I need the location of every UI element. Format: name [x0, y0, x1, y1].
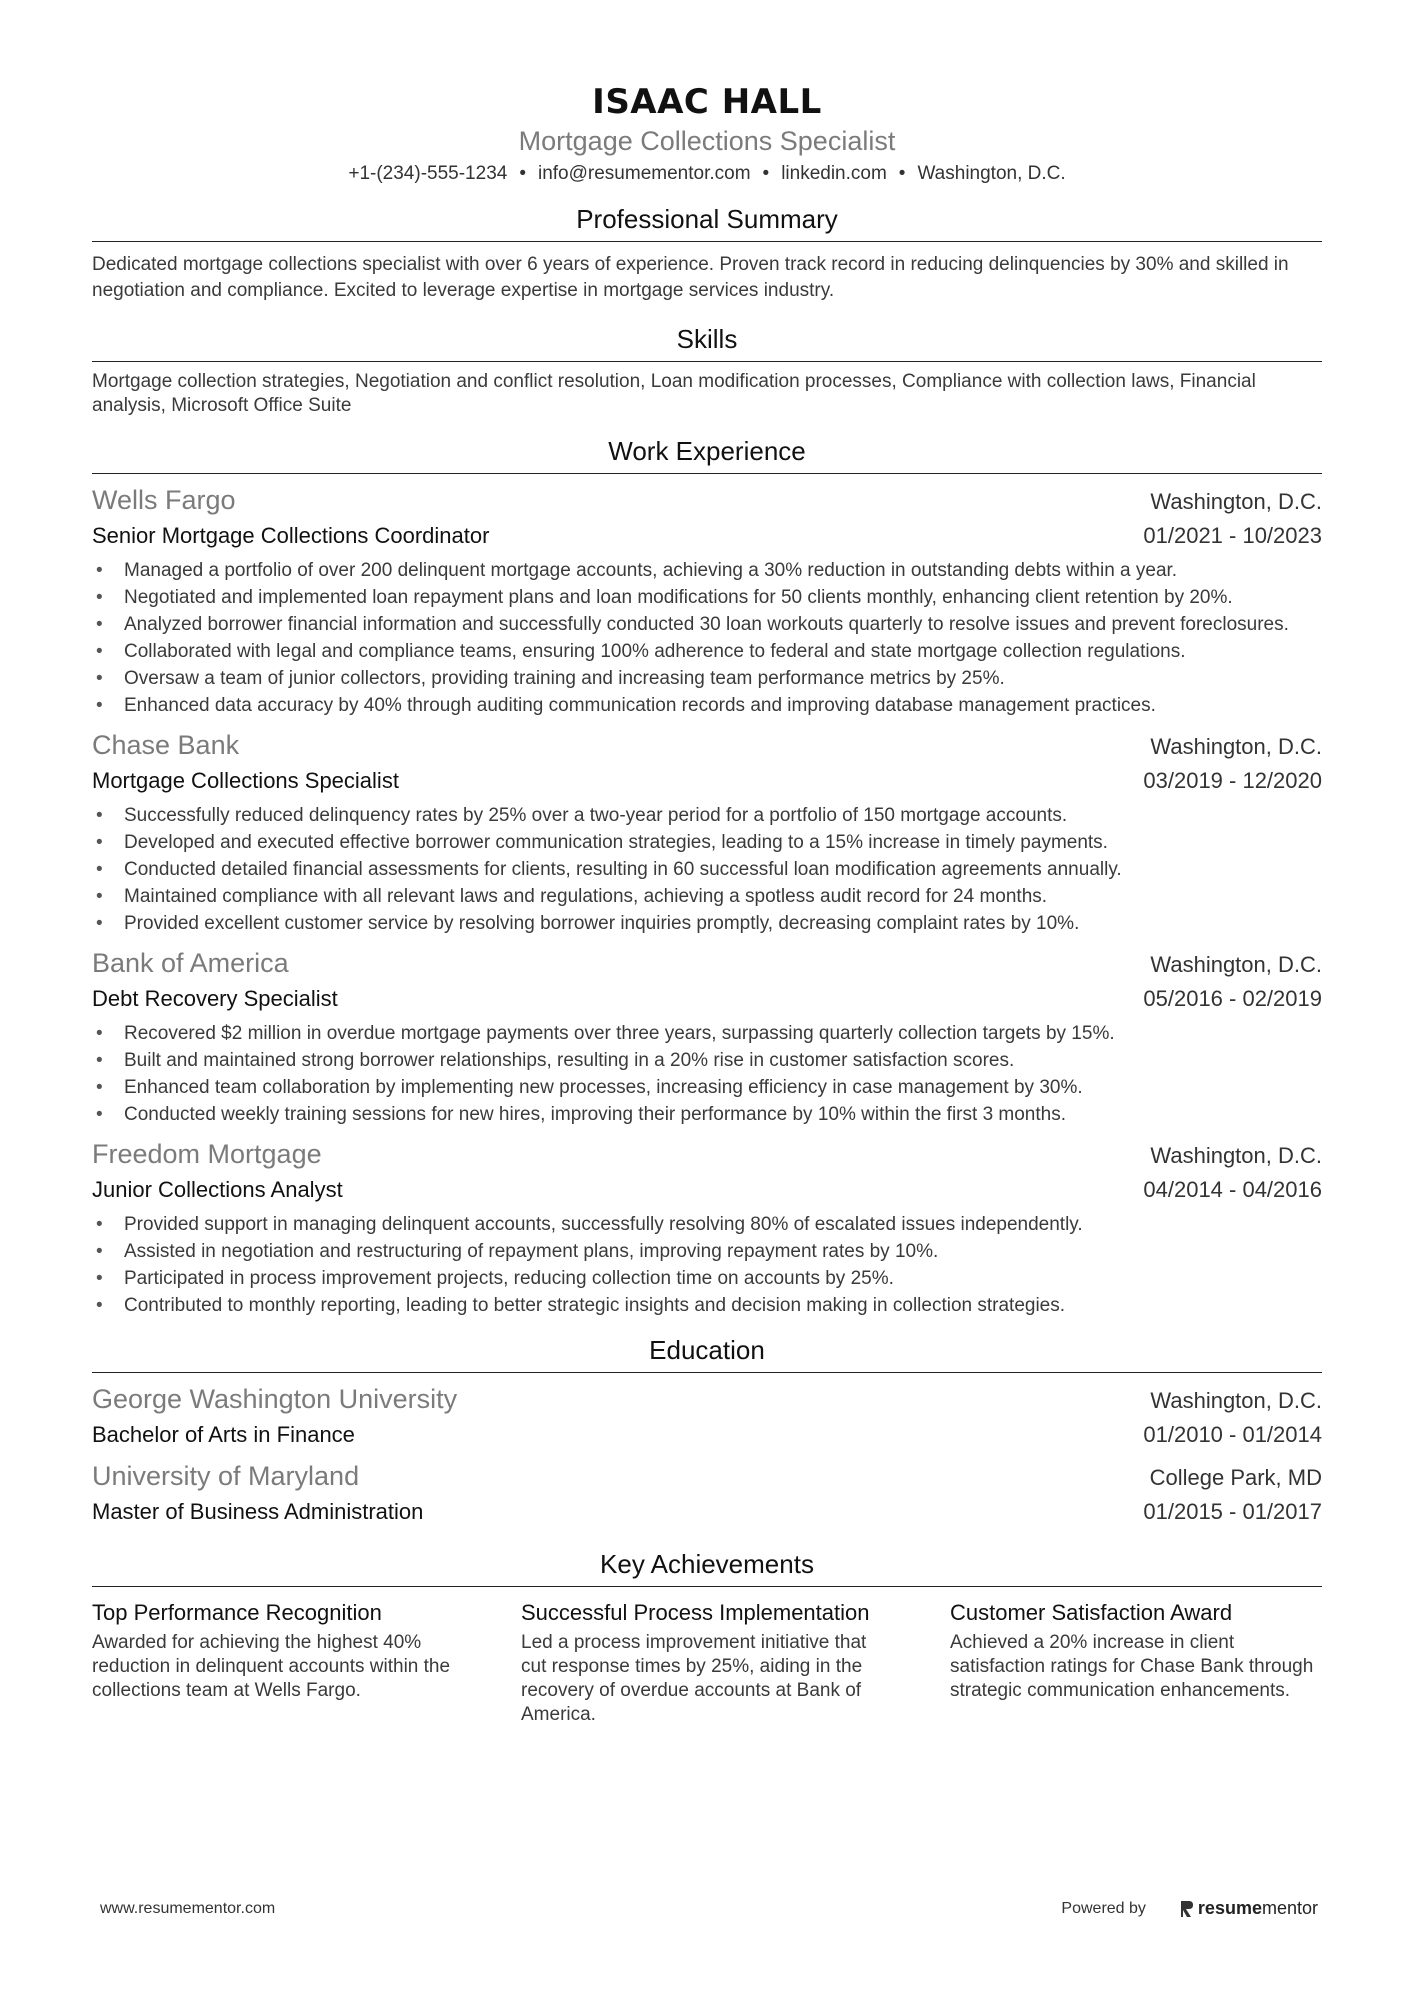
job-location: Washington, D.C.	[1150, 489, 1322, 514]
education-degree-row	[92, 1418, 1322, 1452]
contact-location: Washington, D.C.	[917, 163, 1066, 184]
contact-email: info@resumementor.com	[537, 163, 751, 184]
achievement-card	[950, 1597, 1322, 1727]
job-bullet: • Analyzed borrower financial information and successfully conducted 30 loan workouts quarterly to resolve issues and prevent foreclosures.	[92, 611, 1322, 638]
education-header-row	[92, 1458, 1322, 1495]
job-bullets	[92, 1211, 1322, 1319]
achievement-title: Customer Satisfaction Award	[950, 1600, 1233, 1625]
job-role-row	[92, 519, 1322, 553]
contact-line	[92, 160, 1322, 188]
job-bullets	[92, 557, 1322, 719]
achievement-description: Led a process improvement initiative that cut response times by 25%, aiding in the recovery of overdue accounts at Bank of America.	[521, 1632, 867, 1725]
education-dates: 01/2010 - 01/2014	[1143, 1422, 1322, 1447]
bullet-separator: •	[762, 163, 770, 184]
job-bullet: • Conducted detailed financial assessments for clients, resulting in 60 successful loan modification agreements annually.	[92, 856, 1322, 883]
brand-logo	[1178, 1898, 1318, 1919]
job-bullet: • Negotiated and implemented loan repayment plans and loan modifications for 50 clients monthly, enhancing client retention by 20%.	[92, 584, 1322, 611]
contact-linkedin: linkedin.com	[781, 163, 887, 184]
education-list	[92, 1381, 1322, 1529]
job-location: Washington, D.C.	[1150, 734, 1322, 759]
resume-header	[92, 78, 1322, 188]
experience-section	[92, 434, 1322, 1319]
education-entry	[92, 1458, 1322, 1529]
education-entry	[92, 1381, 1322, 1452]
school-location: College Park, MD	[1149, 1465, 1322, 1490]
job-bullets	[92, 1020, 1322, 1128]
job-bullet: • Collaborated with legal and compliance teams, ensuring 100% adherence to federal and state mortgage collection regulations.	[92, 638, 1322, 665]
job-location: Washington, D.C.	[1150, 1143, 1322, 1168]
brand-name-bold: resume	[1197, 1898, 1262, 1918]
skills-section	[92, 322, 1322, 418]
company-name: Bank of America	[92, 948, 289, 978]
job-bullet: • Enhanced data accuracy by 40% through auditing communication records and improving database management practices.	[92, 692, 1322, 719]
job-bullet: • Assisted in negotiation and restructuring of repayment plans, improving repayment rates by 10%.	[92, 1238, 1322, 1265]
section-heading: Professional Summary	[92, 202, 1322, 242]
job-bullet: • Conducted weekly training sessions for new hires, improving their performance by 10% within the first 3 months.	[92, 1101, 1322, 1128]
brand-name-light: mentor	[1261, 1898, 1318, 1918]
job-header-row	[92, 727, 1322, 764]
degree-name: Master of Business Administration	[92, 1499, 424, 1524]
job-bullets	[92, 802, 1322, 937]
job-role-row	[92, 1173, 1322, 1207]
job-bullet: • Successfully reduced delinquency rates by 25% over a two-year period for a portfolio of 150 mortgage accounts.	[92, 802, 1322, 829]
job-location: Washington, D.C.	[1150, 952, 1322, 977]
education-header-row	[92, 1381, 1322, 1418]
job-role-row	[92, 764, 1322, 798]
summary-section	[92, 202, 1322, 304]
job-dates: 05/2016 - 02/2019	[1143, 986, 1322, 1011]
job-title: Junior Collections Analyst	[92, 1177, 343, 1202]
education-dates: 01/2015 - 01/2017	[1143, 1499, 1322, 1524]
page-footer	[100, 1898, 1318, 1919]
job-bullet: • Provided excellent customer service by resolving borrower inquiries promptly, decreasing complaint rates by 10%.	[92, 910, 1322, 937]
section-heading: Work Experience	[92, 434, 1322, 474]
job-dates: 04/2014 - 04/2016	[1143, 1177, 1322, 1202]
job-list	[92, 482, 1322, 1319]
bullet-separator: •	[519, 163, 526, 184]
achievement-title: Top Performance Recognition	[92, 1600, 382, 1625]
job-entry	[92, 1136, 1322, 1319]
footer-url[interactable]: www.resumementor.com	[100, 1899, 276, 1917]
powered-by	[1061, 1898, 1318, 1919]
job-bullet: • Participated in process improvement projects, reducing collection time on accounts by 25%.	[92, 1265, 1322, 1292]
section-heading: Skills	[92, 322, 1322, 362]
education-section	[92, 1333, 1322, 1529]
job-entry	[92, 482, 1322, 719]
job-bullet: • Provided support in managing delinquent accounts, successfully resolving 80% of escalated issues independently.	[92, 1211, 1322, 1238]
degree-name: Bachelor of Arts in Finance	[92, 1422, 355, 1447]
education-degree-row	[92, 1495, 1322, 1529]
job-entry	[92, 945, 1322, 1128]
school-location: Washington, D.C.	[1150, 1388, 1322, 1413]
job-header-row	[92, 1136, 1322, 1173]
company-name: Wells Fargo	[92, 485, 236, 515]
job-bullet: • Enhanced team collaboration by implementing new processes, increasing efficiency in case management by 30%.	[92, 1074, 1322, 1101]
school-name: George Washington University	[92, 1384, 458, 1414]
achievement-grid	[92, 1597, 1322, 1727]
job-bullet: • Developed and executed effective borrower communication strategies, leading to a 15% increase in timely payments.	[92, 829, 1322, 856]
section-heading: Key Achievements	[92, 1547, 1322, 1587]
achievement-card	[92, 1597, 464, 1727]
job-title: Senior Mortgage Collections Coordinator	[92, 523, 490, 548]
brand-logo-icon	[1178, 1899, 1194, 1919]
job-title: Debt Recovery Specialist	[92, 986, 338, 1011]
job-bullet: • Built and maintained strong borrower relationships, resulting in a 20% rise in customer satisfaction scores.	[92, 1047, 1322, 1074]
achievement-title: Successful Process Implementation	[521, 1600, 870, 1625]
job-bullet: • Contributed to monthly reporting, leading to better strategic insights and decision making in collection strategies.	[92, 1292, 1322, 1319]
resume-content	[92, 78, 1322, 1727]
achievement-description: Awarded for achieving the highest 40% reduction in delinquent accounts within the collections team at Wells Fargo.	[92, 1632, 451, 1701]
job-bullet: • Maintained compliance with all relevant laws and regulations, achieving a spotless audit record for 24 months.	[92, 883, 1322, 910]
achievements-section	[92, 1547, 1322, 1727]
school-name: University of Maryland	[92, 1461, 360, 1491]
bullet-separator: •	[898, 163, 906, 184]
job-header-row	[92, 945, 1322, 982]
job-entry	[92, 727, 1322, 937]
achievement-card	[521, 1597, 893, 1727]
job-dates: 03/2019 - 12/2020	[1143, 768, 1322, 793]
job-bullet: • Oversaw a team of junior collectors, providing training and increasing team performance metrics by 25%.	[92, 665, 1322, 692]
powered-by-label: Powered by	[1061, 1899, 1146, 1917]
company-name: Chase Bank	[92, 730, 240, 760]
skills-text: Mortgage collection strategies, Negotiation and conflict resolution, Loan modification processes, Compliance with collection laws, Financial analysis, Microsoft Office Suite	[92, 371, 1256, 416]
section-heading: Education	[92, 1333, 1322, 1373]
job-bullet: • Managed a portfolio of over 200 delinquent mortgage accounts, achieving a 30% reduction in outstanding debts within a year.	[92, 557, 1322, 584]
job-dates: 01/2021 - 10/2023	[1143, 523, 1322, 548]
job-role-row	[92, 982, 1322, 1016]
job-header-row	[92, 482, 1322, 519]
candidate-title: Mortgage Collections Specialist	[518, 126, 896, 156]
job-title: Mortgage Collections Specialist	[92, 768, 399, 793]
achievement-description: Achieved a 20% increase in client satisfaction ratings for Chase Bank through strategic communication enhancements.	[950, 1632, 1314, 1701]
job-bullet: • Recovered $2 million in overdue mortgage payments over three years, surpassing quarterly collection targets by 15%.	[92, 1020, 1322, 1047]
company-name: Freedom Mortgage	[92, 1139, 322, 1169]
candidate-name: ISAAC HALL	[592, 82, 822, 122]
summary-text: Dedicated mortgage collections specialist with over 6 years of experience. Proven track record in reducing delinquencies by 30% and skilled in negotiation and compliance. Excited to leverage expertise in mortgage services industry.	[92, 254, 1289, 301]
contact-phone: +1-(234)-555-1234	[348, 163, 508, 184]
